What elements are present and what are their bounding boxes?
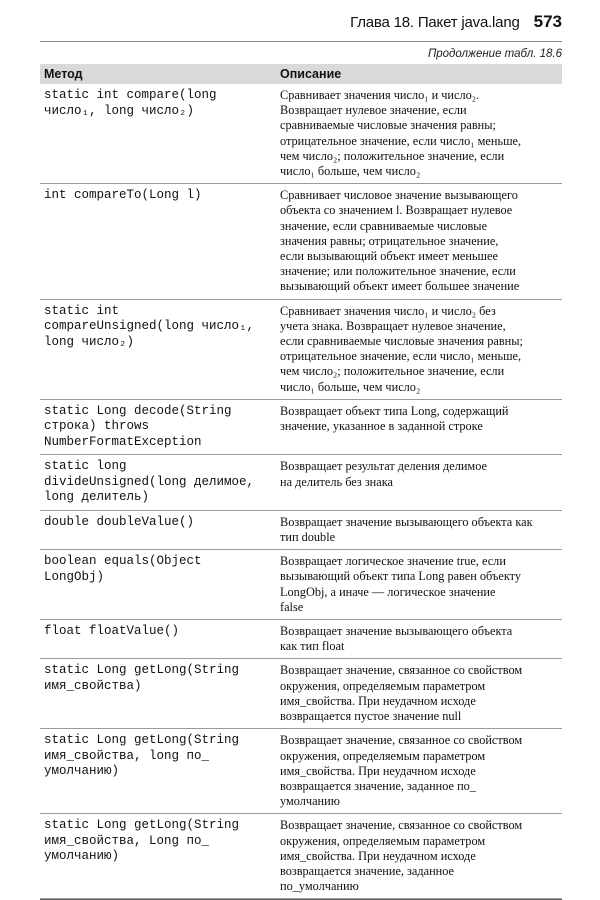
description-line: false (280, 599, 304, 614)
method-signature (40, 184, 276, 298)
method-description (276, 511, 562, 549)
description-line: окружения, определяемым параметром (280, 833, 486, 848)
description-line: имя_свойства. При неудачном исходе (280, 763, 476, 778)
description-line: Возвращает логическое значение true, если (280, 554, 506, 569)
description-line: возвращается значение, заданное (280, 863, 454, 878)
method-line: static Long getLong(String (44, 733, 240, 748)
description-line: Сравнивает значения число₁ и число₂ без (280, 303, 496, 318)
description-line: имя_свойства. При неудачном исходе (280, 693, 476, 708)
description-line: чем число₂; положительное значение, если (280, 364, 505, 379)
method-signature (40, 620, 276, 658)
method-line: LongObj) (44, 569, 105, 584)
description-line: отрицательное значение, если число₁ меньше, (280, 349, 522, 364)
chapter-title: Глава 18. Пакет java.lang (350, 14, 520, 31)
column-header-method: Метод (44, 67, 83, 81)
description-line: Возвращает значение, связанное со свойством (280, 733, 523, 748)
method-line: int compareTo(Long l) (44, 188, 202, 203)
description-line: если вызывающий объект имеет меньшее (280, 249, 498, 264)
description-line: по_умолчанию (280, 879, 359, 894)
method-line: divideUnsigned(long делимое, (44, 474, 255, 489)
description-line: вызывающий объект имеет большее значение (280, 279, 520, 294)
table-row (40, 814, 562, 899)
method-description (276, 84, 562, 183)
method-line: NumberFormatException (44, 434, 202, 449)
method-description (276, 659, 562, 728)
description-line: Возвращает объект типа Long, содержащий (280, 403, 509, 418)
description-line: Возвращает значение вызывающего объекта (280, 624, 513, 639)
table-row (40, 455, 562, 511)
description-line: значение; или положительное значение, если (280, 264, 516, 279)
description-line: отрицательное значение, если число₁ меньше, (280, 133, 522, 148)
description-line: вызывающий объект типа Long равен объекту (280, 569, 521, 584)
table-continuation-caption: Продолжение табл. 18.6 (427, 48, 562, 60)
method-line: static int compare(long (44, 88, 217, 102)
description-line: число₁ больше, чем число₂ (280, 164, 421, 179)
page-number: 573 (533, 12, 562, 31)
table-row (40, 620, 562, 659)
method-description (276, 400, 562, 455)
description-line: на делитель без знака (280, 474, 393, 489)
description-line: сравниваемые числовые значения равны; (280, 118, 496, 133)
table-row (40, 729, 562, 814)
description-line: возвращается значение, заданное по_ (280, 778, 476, 793)
method-description (276, 620, 562, 658)
description-line: возвращается пустое значение null (280, 709, 462, 724)
description-line: Возвращает значение, связанное со свойством (280, 818, 523, 833)
table-body (40, 84, 562, 899)
description-line: Возвращает значение вызывающего объекта как (280, 514, 533, 529)
description-line: окружения, определяемым параметром (280, 748, 486, 763)
method-line: long число₂) (44, 334, 135, 349)
description-line: умолчанию (280, 794, 340, 809)
method-line: float floatValue() (44, 624, 180, 639)
method-line: умолчанию) (44, 764, 120, 779)
method-line: имя_свойства, Long по_ (44, 833, 210, 848)
method-signature (40, 400, 276, 455)
description-line: число₁ больше, чем число₂ (280, 379, 421, 394)
method-signature (40, 84, 276, 183)
method-line: boolean equals(Object (44, 554, 202, 569)
description-line: Возвращает результат деления делимое (280, 459, 487, 474)
table-row (40, 300, 562, 400)
methods-table (40, 64, 562, 900)
method-line: compareUnsigned(long число₁, (44, 319, 255, 334)
description-line: учета знака. Возвращает нулевое значение, (280, 318, 506, 333)
column-header-description: Описание (280, 67, 342, 81)
method-line: static Long decode(String (44, 403, 232, 418)
method-line: имя_свойства, long по_ (44, 748, 210, 763)
description-line: LongObj, а иначе — логическое значение (280, 584, 496, 599)
table-row (40, 184, 562, 299)
description-line: Возвращает нулевое значение, если (280, 103, 467, 118)
description-line: значение, указанное в заданной строке (280, 419, 483, 434)
description-line: Сравнивает числовое значение вызывающего (280, 188, 518, 203)
method-signature (40, 455, 276, 510)
description-line: Сравнивает значения число₁ и число₂. (280, 88, 480, 102)
method-line: строка) throws (44, 419, 150, 434)
method-line: long делитель) (44, 490, 150, 505)
description-line: окружения, определяемым параметром (280, 678, 486, 693)
method-line: умолчанию) (44, 849, 120, 864)
method-signature (40, 511, 276, 549)
method-line: static long (44, 459, 127, 474)
description-line: имя_свойства. При неудачном исходе (280, 848, 476, 863)
description-line: если сравниваемые числовые значения равны; (280, 334, 523, 349)
method-line: static int (44, 303, 120, 318)
method-signature (40, 550, 276, 619)
table-row (40, 511, 562, 550)
method-signature (40, 729, 276, 813)
page-header (350, 12, 562, 32)
description-line: значение, если сравниваемые числовые (280, 218, 488, 233)
method-description (276, 550, 562, 619)
table-row (40, 84, 562, 184)
method-description (276, 184, 562, 298)
method-line: имя_свойства) (44, 678, 142, 693)
header-rule (40, 41, 562, 42)
method-line: static Long getLong(String (44, 663, 240, 678)
table-row (40, 659, 562, 729)
method-line: static Long getLong(String (44, 818, 240, 833)
description-line: значения равны; отрицательное значение, (280, 233, 499, 248)
method-line: double doubleValue() (44, 514, 195, 529)
method-description (276, 729, 562, 813)
table-row (40, 400, 562, 456)
description-line: объекта со значением l. Возвращает нулевое (280, 203, 513, 218)
method-description (276, 300, 562, 399)
description-line: тип double (280, 530, 336, 545)
method-description (276, 455, 562, 510)
description-line: как тип float (280, 639, 345, 654)
table-row (40, 550, 562, 620)
description-line: чем число₂; положительное значение, если (280, 148, 505, 163)
description-line: Возвращает значение, связанное со свойством (280, 663, 523, 678)
method-signature (40, 300, 276, 399)
method-line: число₁, long число₂) (44, 103, 195, 118)
method-signature (40, 659, 276, 728)
table-header (40, 64, 562, 84)
